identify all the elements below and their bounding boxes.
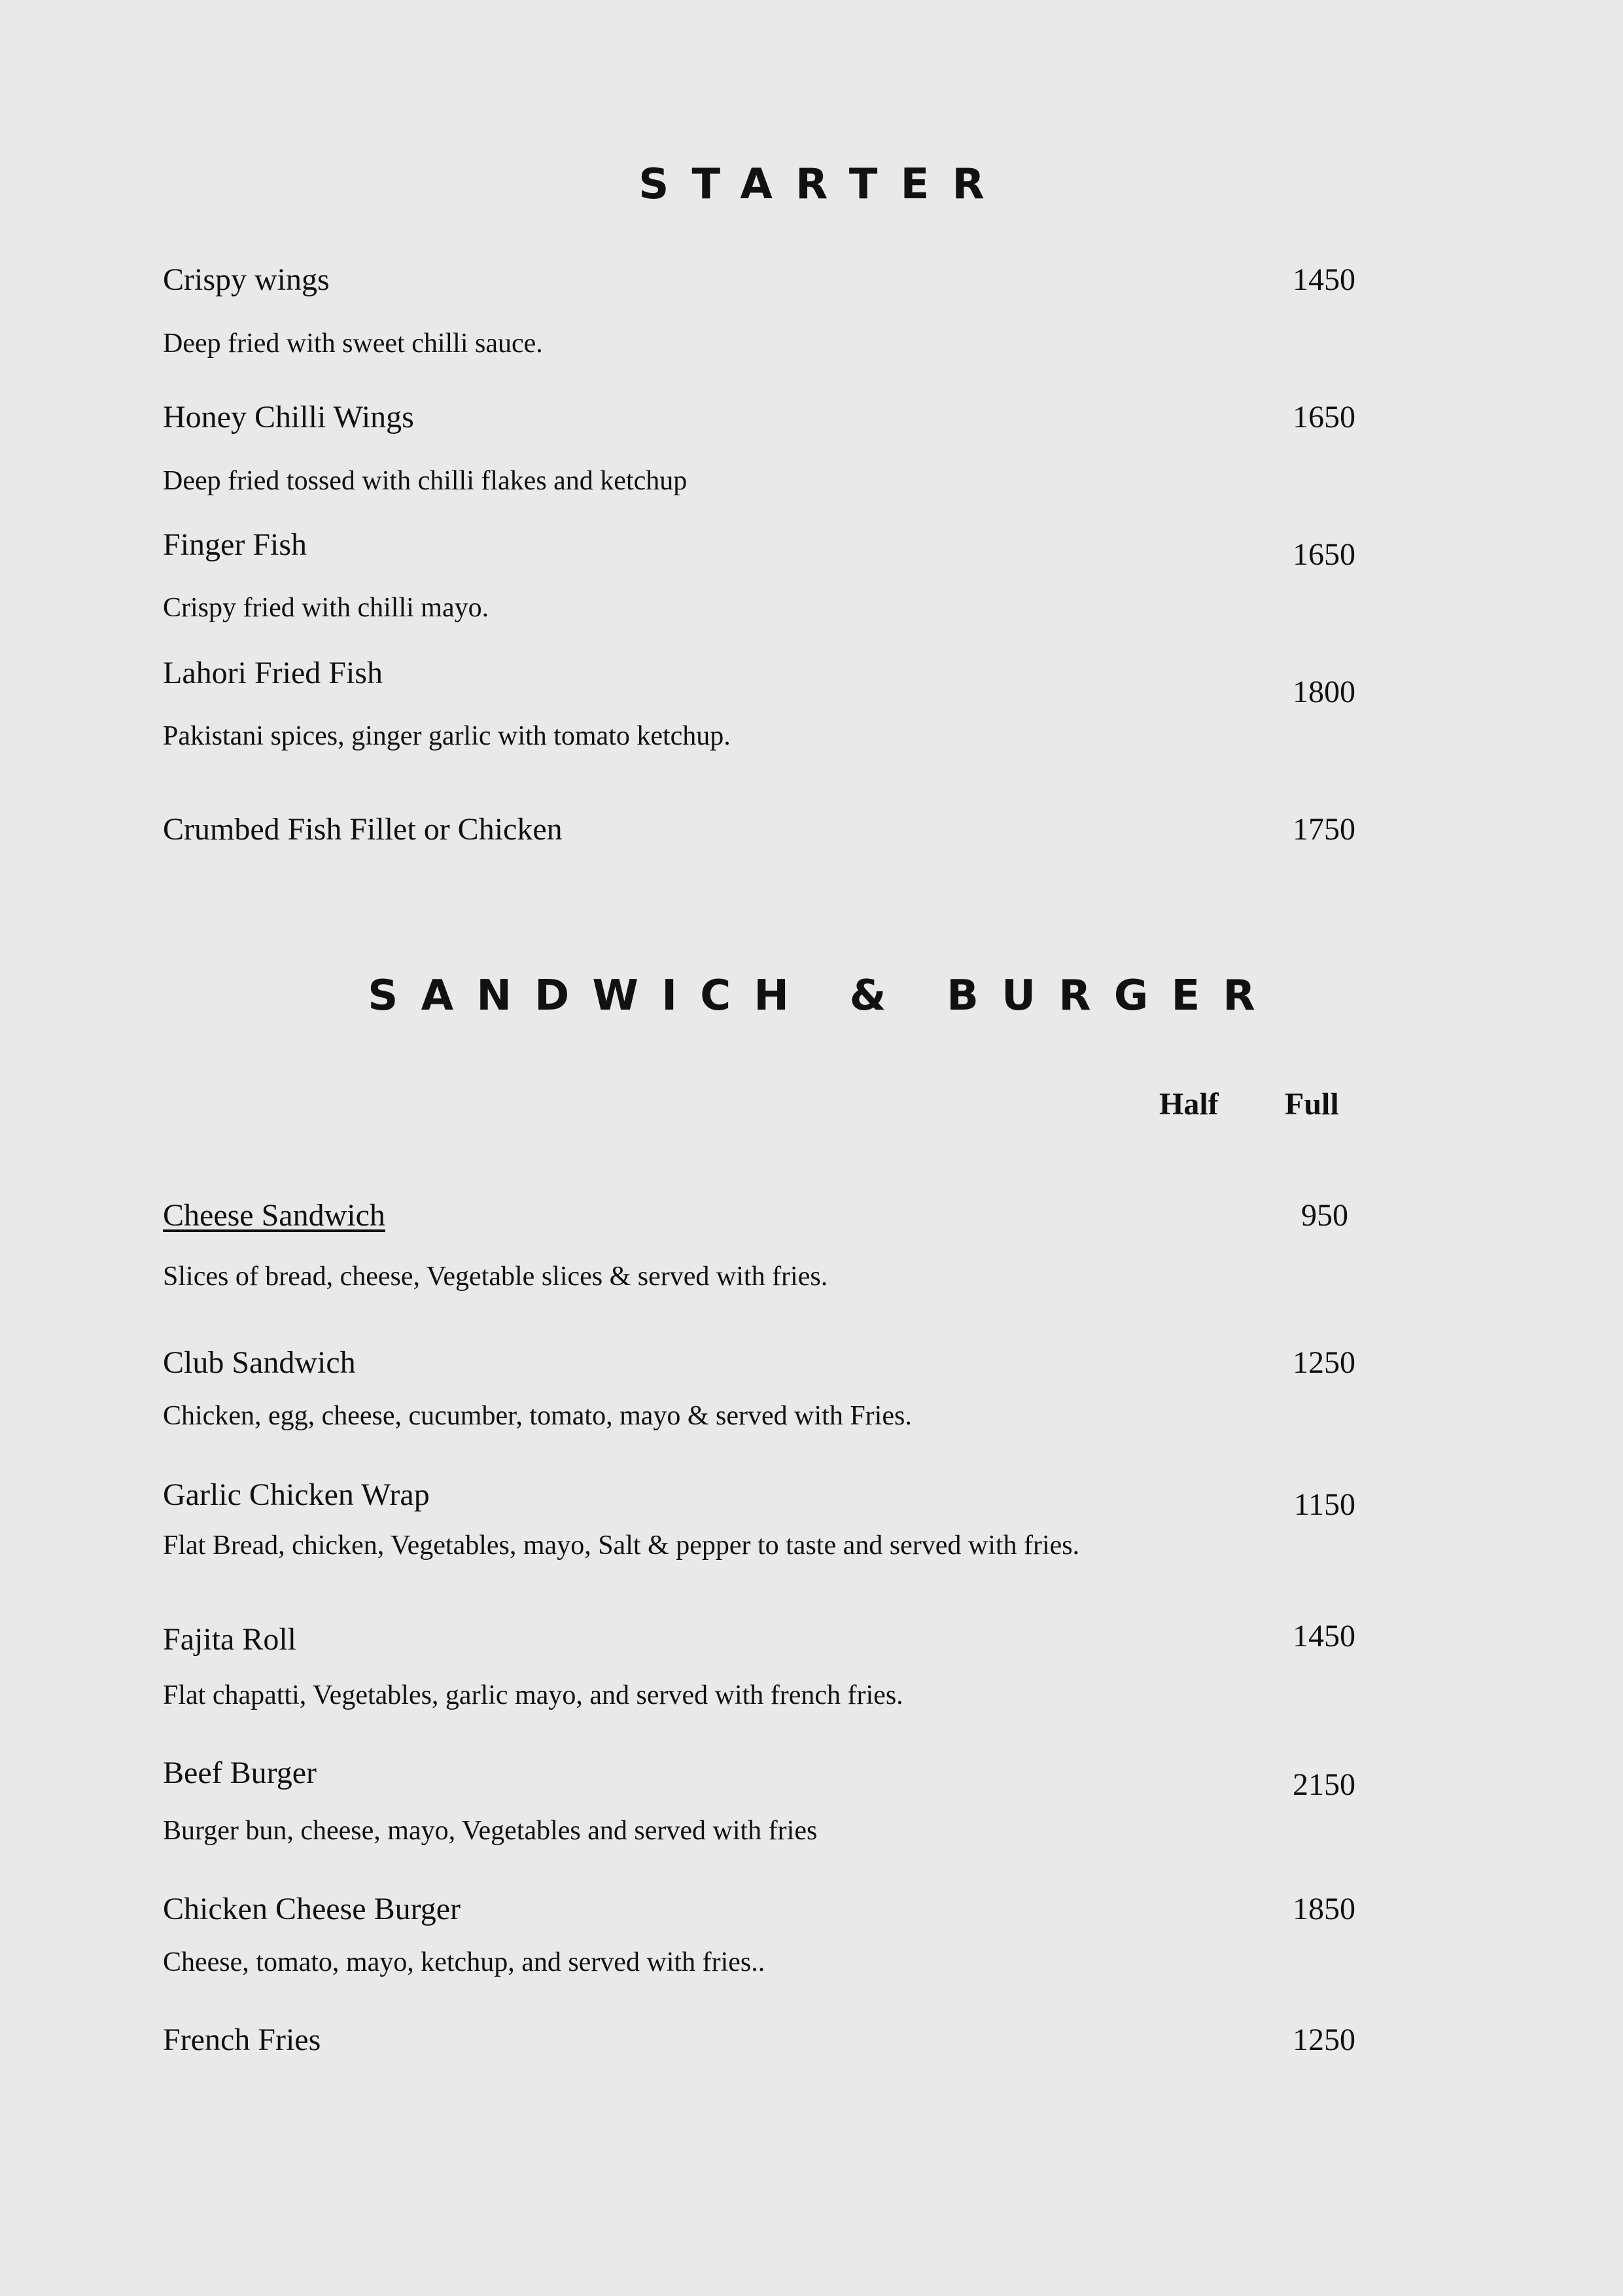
starter-heading: STARTER xyxy=(638,160,1007,209)
column-header-full: Full xyxy=(1285,1087,1339,1122)
item-price: 1150 xyxy=(1293,1487,1355,1522)
item-description: Slices of bread, cheese, Vegetable slices & served with fries. xyxy=(163,1262,828,1292)
item-description: Flat chapatti, Vegetables, garlic mayo, and served with french fries. xyxy=(163,1680,903,1710)
item-description: Crispy fried with chilli mayo. xyxy=(163,593,489,623)
item-name: Cheese Sandwich xyxy=(163,1198,385,1233)
item-price: 1650 xyxy=(1293,400,1355,434)
item-price: 1850 xyxy=(1293,1892,1355,1926)
item-price: 950 xyxy=(1301,1198,1348,1233)
column-header-half: Half xyxy=(1159,1087,1219,1122)
item-name: Beef Burger xyxy=(163,1756,317,1790)
item-name: Fajita Roll xyxy=(163,1622,296,1657)
item-name: Crumbed Fish Fillet or Chicken xyxy=(163,812,563,847)
item-description: Deep fried with sweet chilli sauce. xyxy=(163,328,543,359)
item-name: Honey Chilli Wings xyxy=(163,400,414,434)
item-description: Burger bun, cheese, mayo, Vegetables and served with fries xyxy=(163,1816,818,1846)
item-name: Chicken Cheese Burger xyxy=(163,1892,461,1926)
item-description: Deep fried tossed with chilli flakes and ketchup xyxy=(163,466,688,496)
item-description: Cheese, tomato, mayo, ketchup, and served with fries.. xyxy=(163,1947,765,1977)
item-name: Lahori Fried Fish xyxy=(163,656,383,690)
item-name: Finger Fish xyxy=(163,527,307,562)
item-price: 1250 xyxy=(1293,2022,1355,2057)
item-price: 1450 xyxy=(1293,1619,1355,1653)
item-name: French Fries xyxy=(163,2022,321,2057)
item-name: Club Sandwich xyxy=(163,1345,356,1380)
item-price: 1450 xyxy=(1293,262,1355,297)
item-description: Pakistani spices, ginger garlic with tomato ketchup. xyxy=(163,721,731,751)
sandwich-burger-heading: SANDWICH & BURGER xyxy=(368,972,1278,1020)
item-price: 1650 xyxy=(1293,537,1355,572)
item-price: 1800 xyxy=(1293,675,1355,709)
item-description: Flat Bread, chicken, Vegetables, mayo, Salt & pepper to taste and served with fries. xyxy=(163,1530,1080,1561)
item-name: Crispy wings xyxy=(163,262,330,297)
item-name: Garlic Chicken Wrap xyxy=(163,1477,430,1512)
item-price: 1250 xyxy=(1293,1345,1355,1380)
item-price: 2150 xyxy=(1293,1767,1355,1802)
item-description: Chicken, egg, cheese, cucumber, tomato, mayo & served with Fries. xyxy=(163,1401,912,1431)
item-price: 1750 xyxy=(1293,812,1355,847)
